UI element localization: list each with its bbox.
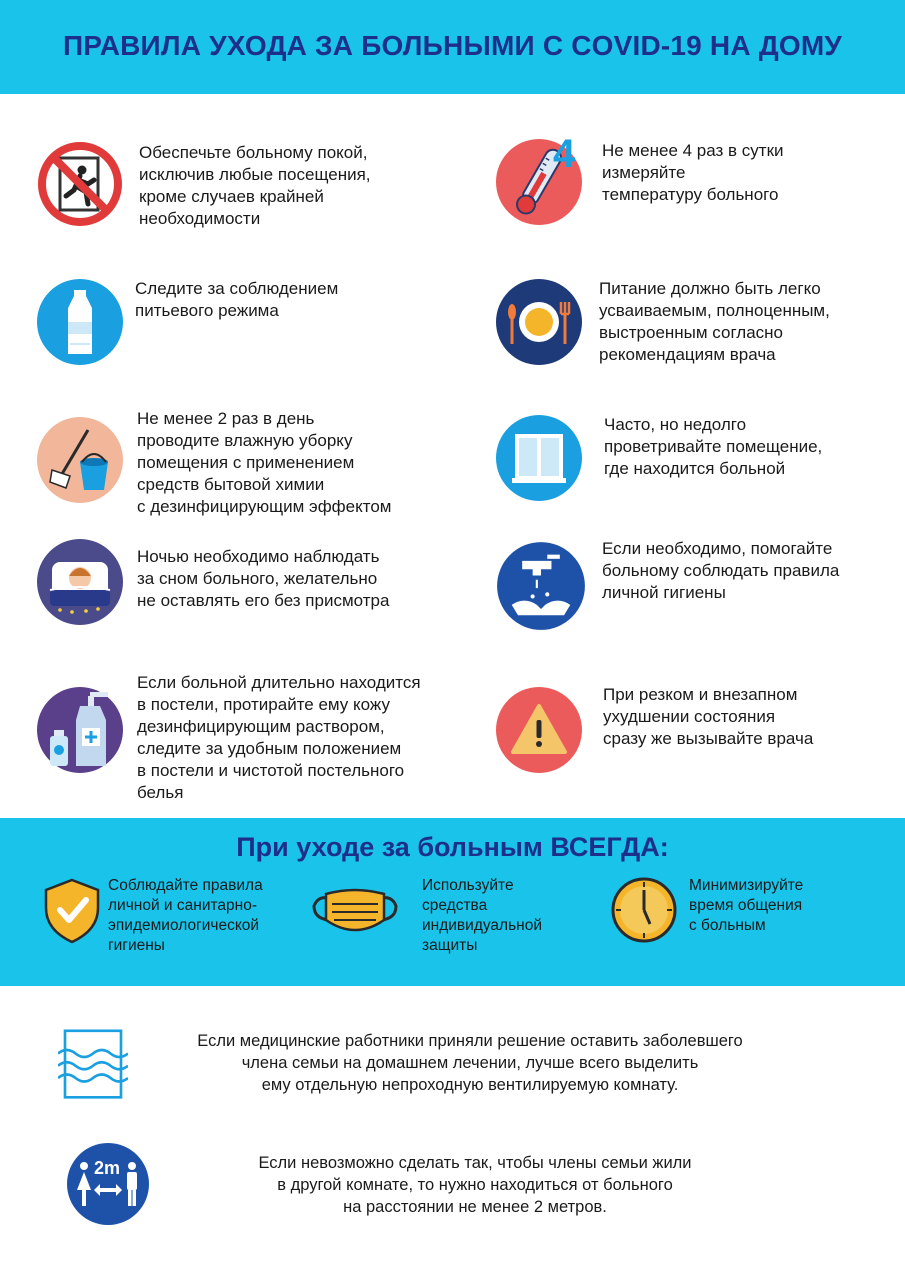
rule-text: Обеспечьте больному покой, исключив любые посещения, кроме случаев крайней необходимости (139, 143, 371, 228)
always-text: Соблюдайте правила личной и санитарно- эпидемиологической гигиены (108, 877, 263, 954)
ventilation-icon (58, 1024, 128, 1104)
rule-text: Питание должно быть легко усваиваемым, полноценным, выстроенным согласно рекомендациям врача (599, 279, 830, 364)
header-banner (0, 0, 905, 94)
sanitizer-bottles-icon (36, 686, 124, 774)
rule-text: Не менее 2 раз в день проводите влажную уборку помещения с применением средств бытовой химии с дезинфицирующим эффектом (137, 409, 392, 516)
rule-text: При резком и внезапном ухудшении состояния сразу же вызывайте врача (603, 685, 814, 748)
sleeping-person-icon (36, 538, 124, 626)
hand-washing-icon (495, 540, 587, 632)
clock-icon (610, 876, 678, 944)
face-mask-icon (310, 876, 400, 944)
note-item (0, 1020, 905, 1110)
plate-cutlery-icon (495, 278, 583, 366)
rule-text: Ночью необходимо наблюдать за сном больного, желательно не оставлять его без присмотра (137, 547, 390, 610)
rule-text: Часто, но недолго проветривайте помещение, где находится больной (604, 415, 823, 478)
water-bottle-icon (36, 278, 124, 366)
shield-check-icon (38, 876, 106, 944)
note-text: Если медицинские работники приняли решение оставить заболевшего члена семьи на домашнем лечении, лучше всего выделить ему отдельную непроходную вентилируемую комнату. (197, 1032, 743, 1094)
always-section (0, 818, 905, 986)
distance-badge: 2m (94, 1158, 121, 1178)
count-badge: 4 (553, 132, 576, 176)
rule-text: Следите за соблюдением питьевого режима (135, 279, 339, 320)
rule-text: Если необходимо, помогайте больному соблюдать правила личной гигиены (602, 539, 840, 602)
always-text: Минимизируйте время общения с больным (689, 877, 804, 934)
note-item (0, 1140, 905, 1230)
no-entry-icon (36, 140, 124, 228)
rule-text: Если больной длительно находится в постели, протирайте ему кожу дезинфицирующим раствором, следите за удобным положением в постели и чистотой постельного белья (137, 673, 421, 802)
distance-2m-icon (66, 1142, 150, 1226)
always-heading: При уходе за больным ВСЕГДА: (236, 832, 669, 862)
warning-icon (495, 686, 583, 774)
window-icon (495, 414, 583, 502)
page-title: ПРАВИЛА УХОДА ЗА БОЛЬНЫМИ С COVID-19 НА ДОМУ (62, 30, 843, 61)
note-text: Если невозможно сделать так, чтобы члены семьи жили в другой комнате, то нужно находиться от больного на расстоянии не менее 2 метров. (258, 1154, 692, 1216)
rule-text: Не менее 4 раз в сутки измеряйте температуру больного (602, 141, 784, 204)
mop-bucket-icon (36, 416, 124, 504)
always-text: Используйте средства индивидуальной защиты (422, 877, 543, 954)
